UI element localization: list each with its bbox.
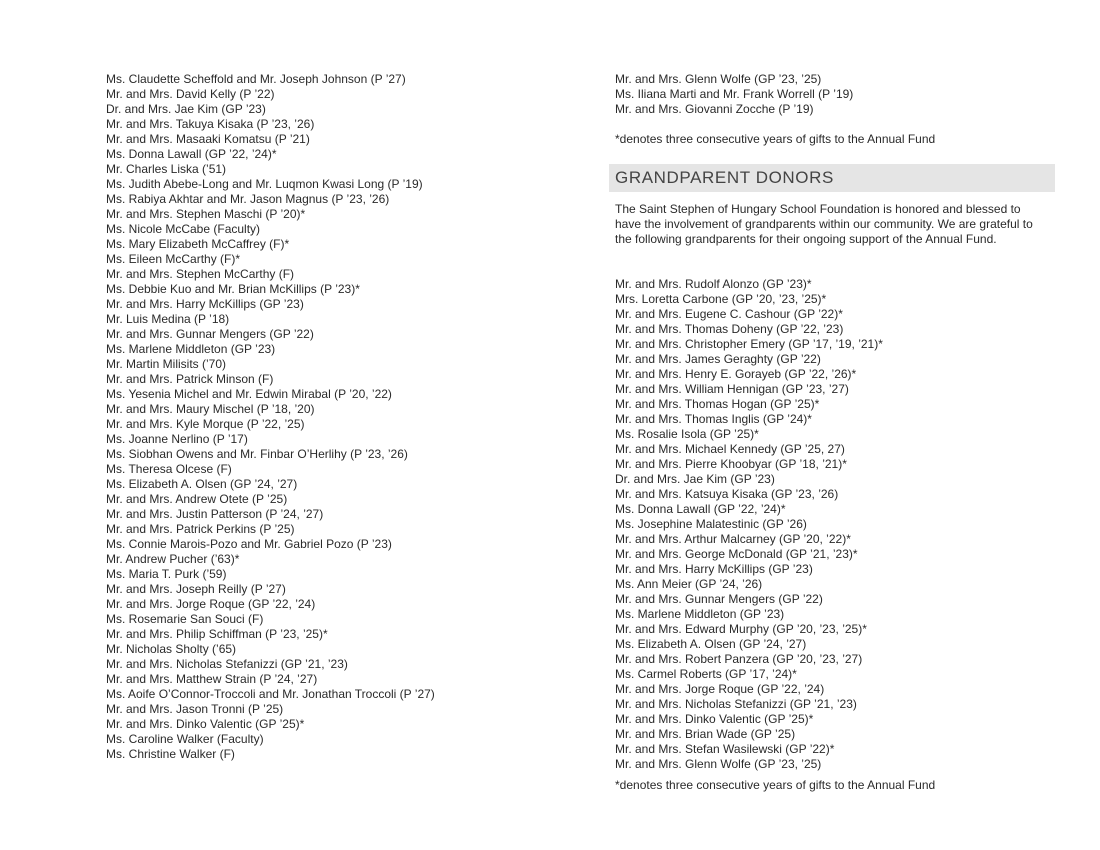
donor-entry: Ms. Elizabeth A. Olsen (GP ’24, ’27) xyxy=(615,637,807,651)
footnote-bottom: *denotes three consecutive years of gifts to the Annual Fund xyxy=(615,778,936,792)
donor-entry: Ms. Marlene Middleton (GP ’23) xyxy=(615,607,785,621)
donor-entry: Mr. and Mrs. Patrick Perkins (P ’25) xyxy=(106,522,295,536)
donor-entry: Mr. and Mrs. Harry McKillips (GP ’23) xyxy=(106,297,304,311)
donor-entry: Mr. and Mrs. Henry E. Gorayeb (GP ’22, ’26)* xyxy=(615,367,857,381)
donor-entry: Ms. Maria T. Purk (’59) xyxy=(106,567,227,581)
donor-entry: Ms. Josephine Malatestinic (GP ’26) xyxy=(615,517,807,531)
donor-entry: Ms. Rosemarie San Souci (F) xyxy=(106,612,264,626)
section-header-band xyxy=(609,164,1055,192)
donor-entry: Ms. Connie Marois-Pozo and Mr. Gabriel Pozo (P ’23) xyxy=(106,537,392,551)
intro-paragraph: The Saint Stephen of Hungary School Foundation is honored and blessed to have the involvement of grandparents within our community. We are grateful to the following grandparents for their ongoing support of the Annual Fund. xyxy=(615,202,1033,246)
donor-entry: Mr. and Mrs. Glenn Wolfe (GP ’23, ’25) xyxy=(615,757,822,771)
donor-list-continued xyxy=(615,72,1055,117)
donor-entry: Mr. and Mrs. Jorge Roque (GP ’22, ’24) xyxy=(615,682,825,696)
donor-entry: Dr. and Mrs. Jae Kim (GP ’23) xyxy=(106,102,266,116)
donor-entry: Ms. Christine Walker (F) xyxy=(106,747,235,761)
donor-entry: Mr. and Mrs. Stephen Maschi (P ’20)* xyxy=(106,207,306,221)
donor-entry: Mr. and Mrs. Dinko Valentic (GP ’25)* xyxy=(106,717,305,731)
grandparent-donor-list xyxy=(615,277,1055,793)
donor-entry: Mr. and Mrs. Michael Kennedy (GP ’25, 27) xyxy=(615,442,845,456)
donor-list-right xyxy=(615,72,1055,147)
donor-entry: Mr. and Mrs. Philip Schiffman (P ’23, ’25)* xyxy=(106,627,328,641)
donor-entry: Mr. and Mrs. Stephen McCarthy (F) xyxy=(106,267,295,281)
donor-entry: Mr. and Mrs. Pierre Khoobyar (GP ’18, ’21)* xyxy=(615,457,847,471)
donor-list-left xyxy=(106,72,576,762)
donor-entry: Mr. and Mrs. Andrew Otete (P ’25) xyxy=(106,492,288,506)
donor-entry: Mr. and Mrs. Eugene C. Cashour (GP ’22)* xyxy=(615,307,843,321)
donor-entry: Ms. Yesenia Michel and Mr. Edwin Mirabal (P ’20, ’22) xyxy=(106,387,392,401)
donor-entry: Mr. and Mrs. Brian Wade (GP ’25) xyxy=(615,727,796,741)
donor-entry: Ms. Theresa Olcese (F) xyxy=(106,462,232,476)
donor-entry: Ms. Carmel Roberts (GP ’17, ’24)* xyxy=(615,667,797,681)
donor-entry: Mr. and Mrs. Thomas Hogan (GP ’25)* xyxy=(615,397,820,411)
donor-entry: Mr. and Mrs. Edward Murphy (GP ’20, ’23, ’25)* xyxy=(615,622,867,636)
donor-entry: Ms. Mary Elizabeth McCaffrey (F)* xyxy=(106,237,290,251)
donor-entry: Mr. and Mrs. Thomas Doheny (GP ’22, ’23) xyxy=(615,322,844,336)
donor-entry: Mr. and Mrs. Stefan Wasilewski (GP ’22)* xyxy=(615,742,835,756)
donor-entry: Mr. and Mrs. Katsuya Kisaka (GP ’23, ’26) xyxy=(615,487,839,501)
donor-entry: Mr. and Mrs. Arthur Malcarney (GP ’20, ’22)* xyxy=(615,532,851,546)
donor-entry: Mr. Andrew Pucher (’63)* xyxy=(106,552,240,566)
donor-entry: Mr. and Mrs. Gunnar Mengers (GP ’22) xyxy=(615,592,823,606)
donor-entry: Mr. and Mrs. Kyle Morque (P ’22, ’25) xyxy=(106,417,305,431)
donor-entry: Ms. Eileen McCarthy (F)* xyxy=(106,252,241,266)
donor-entry: Ms. Elizabeth A. Olsen (GP ’24, ’27) xyxy=(106,477,298,491)
donor-entry: Mr. Charles Liska (’51) xyxy=(106,162,227,176)
donor-entry: Ms. Caroline Walker (Faculty) xyxy=(106,732,264,746)
donor-entry: Mrs. Loretta Carbone (GP ’20, ’23, ’25)* xyxy=(615,292,827,306)
donor-entry: Mr. and Mrs. Joseph Reilly (P ’27) xyxy=(106,582,286,596)
donor-entry: Ms. Marlene Middleton (GP ’23) xyxy=(106,342,276,356)
donor-entry: Ms. Iliana Marti and Mr. Frank Worrell (P ’19) xyxy=(615,87,854,101)
donor-entry: Mr. and Mrs. Takuya Kisaka (P ’23, ’26) xyxy=(106,117,315,131)
donor-entry: Mr. and Mrs. David Kelly (P ’22) xyxy=(106,87,275,101)
donor-entry: Ms. Joanne Nerlino (P ’17) xyxy=(106,432,248,446)
donor-entry: Mr. Luis Medina (P ’18) xyxy=(106,312,230,326)
donor-entry: Ms. Aoife O’Connor-Troccoli and Mr. Jonathan Troccoli (P ’27) xyxy=(106,687,435,701)
donor-entry: Ms. Donna Lawall (GP ’22, ’24)* xyxy=(106,147,277,161)
grandparent-items xyxy=(615,277,1055,772)
footnote-top: *denotes three consecutive years of gifts to the Annual Fund xyxy=(615,132,936,146)
donor-entry: Mr. and Mrs. Glenn Wolfe (GP ’23, ’25) xyxy=(615,72,822,86)
donor-entry: Mr. and Mrs. Jorge Roque (GP ’22, ’24) xyxy=(106,597,316,611)
section-heading: GRANDPARENT DONORS xyxy=(615,168,834,187)
donor-entry: Ms. Claudette Scheffold and Mr. Joseph Johnson (P ’27) xyxy=(106,72,406,86)
donor-entry: Dr. and Mrs. Jae Kim (GP ’23) xyxy=(615,472,775,486)
donor-entry: Ms. Judith Abebe-Long and Mr. Luqmon Kwasi Long (P ’19) xyxy=(106,177,423,191)
donor-entry: Ms. Nicole McCabe (Faculty) xyxy=(106,222,261,236)
donor-entry: Ms. Siobhan Owens and Mr. Finbar O’Herlihy (P ’23, ’26) xyxy=(106,447,408,461)
donor-entry: Mr. and Mrs. James Geraghty (GP ’22) xyxy=(615,352,821,366)
donor-entry: Mr. and Mrs. Nicholas Stefanizzi (GP ’21, ’23) xyxy=(106,657,348,671)
donor-entry: Mr. and Mrs. Gunnar Mengers (GP ’22) xyxy=(106,327,314,341)
donor-entry: Mr. and Mrs. William Hennigan (GP ’23, ’27) xyxy=(615,382,849,396)
donor-entry: Mr. and Mrs. Justin Patterson (P ’24, ’27) xyxy=(106,507,324,521)
donor-entry: Mr. Nicholas Sholty (’65) xyxy=(106,642,237,656)
donor-entry: Mr. and Mrs. Robert Panzera (GP ’20, ’23, ’27) xyxy=(615,652,863,666)
donor-entry: Ms. Rabiya Akhtar and Mr. Jason Magnus (P ’23, ’26) xyxy=(106,192,390,206)
donor-entry: Mr. Martin Milisits (’70) xyxy=(106,357,227,371)
donor-entry: Ms. Donna Lawall (GP ’22, ’24)* xyxy=(615,502,786,516)
donor-entry: Mr. and Mrs. Thomas Inglis (GP ’24)* xyxy=(615,412,812,426)
donor-entry: Ms. Debbie Kuo and Mr. Brian McKillips (P ’23)* xyxy=(106,282,360,296)
donor-entry: Mr. and Mrs. Jason Tronni (P ’25) xyxy=(106,702,284,716)
donor-entry: Mr. and Mrs. Matthew Strain (P ’24, ’27) xyxy=(106,672,318,686)
donor-entry: Mr. and Mrs. Maury Mischel (P ’18, ’20) xyxy=(106,402,315,416)
donor-entry: Mr. and Mrs. Giovanni Zocche (P ’19) xyxy=(615,102,814,116)
donor-entry: Mr. and Mrs. Masaaki Komatsu (P ’21) xyxy=(106,132,310,146)
donor-entry: Mr. and Mrs. Dinko Valentic (GP ’25)* xyxy=(615,712,814,726)
donor-entry: Mr. and Mrs. Harry McKillips (GP ’23) xyxy=(615,562,813,576)
donor-entry: Mr. and Mrs. Christopher Emery (GP ’17, ’19, ’21)* xyxy=(615,337,883,351)
donor-entry: Ms. Rosalie Isola (GP ’25)* xyxy=(615,427,759,441)
donor-entry: Mr. and Mrs. George McDonald (GP ’21, ’23)* xyxy=(615,547,858,561)
donor-entry: Ms. Ann Meier (GP ’24, ’26) xyxy=(615,577,763,591)
donor-entry: Mr. and Mrs. Rudolf Alonzo (GP ’23)* xyxy=(615,277,812,291)
donor-entry: Mr. and Mrs. Patrick Minson (F) xyxy=(106,372,274,386)
donor-entry: Mr. and Mrs. Nicholas Stefanizzi (GP ’21, ’23) xyxy=(615,697,857,711)
